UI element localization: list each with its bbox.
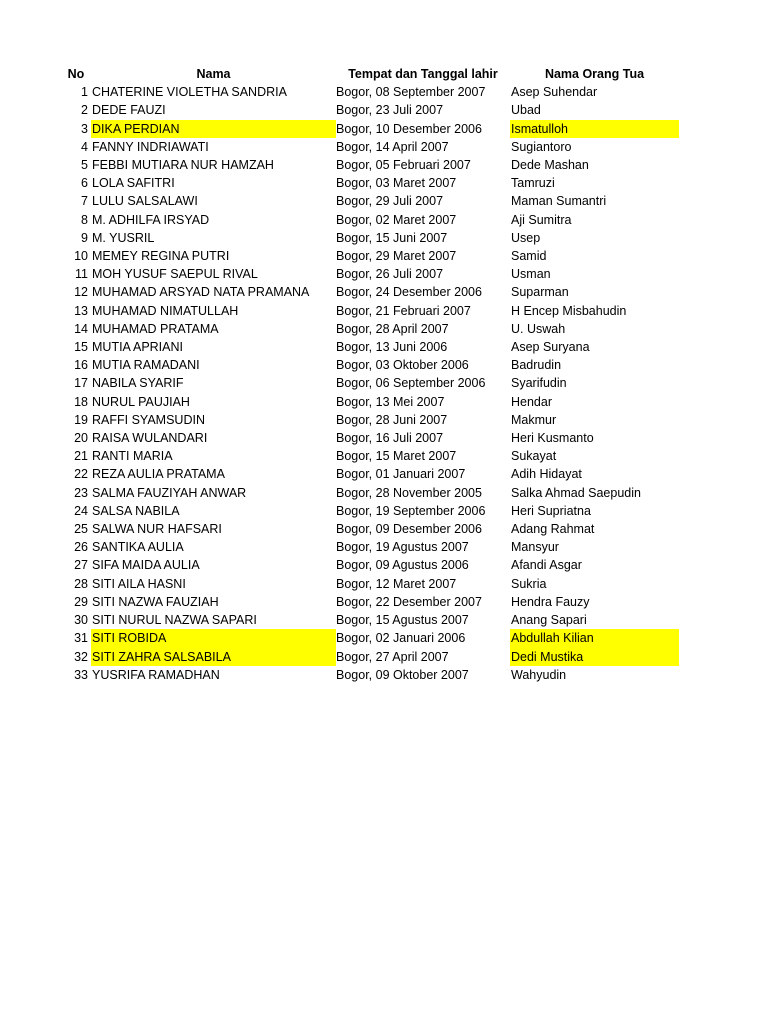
no-cell: 1 [81, 85, 88, 100]
ortu-cell: Wahyudin [511, 667, 567, 682]
table-row [64, 538, 679, 556]
ttl-cell: Bogor, 21 Februari 2007 [336, 303, 471, 318]
ortu-cell: Afandi Asgar [511, 558, 582, 573]
nama-cell: MEMEY REGINA PUTRI [92, 249, 230, 264]
table-row [64, 611, 679, 629]
nama-cell: M. YUSRIL [92, 230, 155, 245]
nama-cell: YUSRIFA RAMADHAN [92, 667, 220, 682]
table-row [64, 174, 679, 192]
table-row [64, 302, 679, 320]
no-cell: 21 [74, 449, 88, 464]
ttl-cell: Bogor, 26 Juli 2007 [336, 267, 444, 282]
nama-cell: SALWA NUR HAFSARI [92, 522, 222, 537]
nama-cell: DEDE FAUZI [92, 103, 166, 118]
ttl-cell: Bogor, 16 Juli 2007 [336, 431, 444, 446]
ortu-cell: Ismatulloh [510, 120, 679, 138]
ortu-cell: H Encep Misbahudin [511, 303, 627, 318]
ortu-cell: Suparman [511, 285, 569, 300]
ttl-cell: Bogor, 05 Februari 2007 [336, 158, 471, 173]
nama-cell: RAFFI SYAMSUDIN [92, 412, 205, 427]
ttl-cell: Bogor, 02 Januari 2006 [336, 631, 466, 646]
ttl-cell: Bogor, 13 Juni 2006 [336, 340, 448, 355]
no-cell: 33 [74, 667, 88, 682]
table-row [64, 247, 679, 265]
nama-cell: MUHAMAD ARSYAD NATA PRAMANA [92, 285, 310, 300]
no-cell: 2 [81, 103, 88, 118]
table-row [64, 502, 679, 520]
table-row [64, 356, 679, 374]
ortu-cell: Adih Hidayat [511, 467, 582, 482]
table-row [64, 338, 679, 356]
nama-cell: CHATERINE VIOLETHA SANDRIA [92, 85, 287, 100]
ttl-cell: Bogor, 06 September 2006 [336, 376, 486, 391]
no-cell: 10 [74, 249, 88, 264]
ortu-cell: Sukayat [511, 449, 557, 464]
ttl-cell: Bogor, 08 September 2007 [336, 85, 486, 100]
ttl-cell: Bogor, 03 Maret 2007 [336, 176, 457, 191]
ttl-cell: Bogor, 09 Agustus 2006 [336, 558, 469, 573]
ortu-cell: Abdullah Kilian [510, 629, 679, 647]
ortu-cell: Anang Sapari [511, 613, 587, 628]
ortu-cell: Dede Mashan [511, 158, 589, 173]
nama-cell: RANTI MARIA [92, 449, 173, 464]
table-row [64, 138, 679, 156]
ttl-cell: Bogor, 28 November 2005 [336, 485, 482, 500]
ortu-cell: Syarifudin [511, 376, 567, 391]
table-row [64, 556, 679, 574]
nama-cell: NURUL PAUJIAH [92, 394, 190, 409]
no-cell: 20 [74, 431, 88, 446]
table-row [64, 429, 679, 447]
table-body [64, 83, 679, 684]
table-row [64, 374, 679, 392]
ttl-cell: Bogor, 19 September 2006 [336, 503, 486, 518]
nama-cell: SANTIKA AULIA [92, 540, 184, 555]
nama-cell: SIFA MAIDA AULIA [92, 558, 200, 573]
ortu-cell: Tamruzi [511, 176, 555, 191]
ttl-cell: Bogor, 02 Maret 2007 [336, 212, 457, 227]
ortu-cell: U. Uswah [511, 321, 566, 336]
table-row [64, 593, 679, 611]
table-row [64, 229, 679, 247]
header-row [64, 65, 679, 83]
nama-cell: SITI ROBIDA [91, 629, 336, 647]
table-row [64, 520, 679, 538]
ttl-cell: Bogor, 10 Desember 2006 [336, 121, 482, 136]
no-cell: 15 [74, 340, 88, 355]
ttl-cell: Bogor, 09 Desember 2006 [336, 522, 482, 537]
no-cell: 11 [75, 267, 88, 282]
student-table [64, 65, 679, 684]
no-cell: 18 [74, 394, 88, 409]
ttl-cell: Bogor, 19 Agustus 2007 [336, 540, 469, 555]
ttl-cell: Bogor, 29 Juli 2007 [336, 194, 444, 209]
nama-cell: LULU SALSALAWI [92, 194, 198, 209]
no-cell: 7 [81, 194, 88, 209]
table-row [64, 393, 679, 411]
no-cell: 16 [74, 358, 88, 373]
nama-cell: MUHAMAD NIMATULLAH [92, 303, 239, 318]
nama-cell: SITI ZAHRA SALSABILA [91, 648, 336, 666]
nama-cell: FANNY INDRIAWATI [92, 139, 209, 154]
ttl-cell: Bogor, 28 Juni 2007 [336, 412, 448, 427]
nama-cell: MUTIA RAMADANI [92, 358, 200, 373]
no-cell: 30 [74, 613, 88, 628]
nama-cell: SITI AILA HASNI [92, 576, 186, 591]
ttl-cell: Bogor, 23 Juli 2007 [336, 103, 444, 118]
table-row [64, 575, 679, 593]
no-cell: 17 [74, 376, 88, 391]
table-row [64, 648, 679, 666]
ortu-cell: Maman Sumantri [511, 194, 607, 209]
ttl-cell: Bogor, 09 Oktober 2007 [336, 667, 469, 682]
no-cell: 23 [74, 485, 88, 500]
ttl-cell: Bogor, 15 Maret 2007 [336, 449, 457, 464]
ttl-cell: Bogor, 15 Juni 2007 [336, 230, 448, 245]
nama-cell: SITI NURUL NAZWA SAPARI [92, 613, 257, 628]
no-cell: 8 [81, 212, 88, 227]
ortu-cell: Makmur [511, 412, 557, 427]
nama-cell: NABILA SYARIF [92, 376, 184, 391]
ttl-cell: Bogor, 24 Desember 2006 [336, 285, 482, 300]
ortu-cell: Heri Kusmanto [511, 431, 594, 446]
table-row [64, 629, 679, 647]
ortu-cell: Usep [511, 230, 541, 245]
ortu-cell: Asep Suhendar [511, 85, 598, 100]
nama-cell: SITI NAZWA FAUZIAH [92, 594, 219, 609]
ortu-cell: Usman [511, 267, 551, 282]
nama-cell: M. ADHILFA IRSYAD [92, 212, 210, 227]
table-row [64, 666, 679, 684]
ttl-cell: Bogor, 03 Oktober 2006 [336, 358, 469, 373]
table-row [64, 83, 679, 101]
nama-cell: SALSA NABILA [92, 503, 180, 518]
ttl-cell: Bogor, 15 Agustus 2007 [336, 613, 469, 628]
ttl-cell: Bogor, 14 April 2007 [336, 139, 449, 154]
ortu-cell: Adang Rahmat [511, 522, 595, 537]
no-cell: 27 [74, 558, 88, 573]
nama-cell: MUTIA APRIANI [92, 340, 183, 355]
nama-cell: LOLA SAFITRI [92, 176, 175, 191]
no-cell: 31 [74, 631, 88, 646]
no-cell: 4 [81, 139, 88, 154]
no-cell: 12 [74, 285, 88, 300]
table-row [64, 411, 679, 429]
ortu-cell: Hendar [511, 394, 552, 409]
header-ttl: Tempat dan Tanggal lahir [348, 67, 498, 81]
ttl-cell: Bogor, 13 Mei 2007 [336, 394, 445, 409]
ttl-cell: Bogor, 27 April 2007 [336, 649, 449, 664]
table-row [64, 283, 679, 301]
ortu-cell: Aji Sumitra [511, 212, 572, 227]
ortu-cell: Badrudin [511, 358, 562, 373]
no-cell: 6 [81, 176, 88, 191]
ortu-cell: Dedi Mustika [510, 648, 679, 666]
table-row [64, 120, 679, 138]
ttl-cell: Bogor, 22 Desember 2007 [336, 594, 482, 609]
no-cell: 13 [74, 303, 88, 318]
no-cell: 5 [81, 158, 88, 173]
no-cell: 14 [74, 321, 88, 336]
ttl-cell: Bogor, 01 Januari 2007 [336, 467, 466, 482]
no-cell: 28 [74, 576, 88, 591]
nama-cell: RAISA WULANDARI [92, 431, 208, 446]
no-cell: 22 [74, 467, 88, 482]
header-no: No [67, 67, 85, 81]
ortu-cell: Ubad [511, 103, 541, 118]
ttl-cell: Bogor, 29 Maret 2007 [336, 249, 457, 264]
ortu-cell: Sugiantoro [511, 139, 572, 154]
no-cell: 29 [74, 594, 88, 609]
nama-cell: FEBBI MUTIARA NUR HAMZAH [92, 158, 274, 173]
ttl-cell: Bogor, 12 Maret 2007 [336, 576, 457, 591]
nama-cell: MUHAMAD PRATAMA [92, 321, 219, 336]
no-cell: 9 [81, 230, 88, 245]
table-row [64, 156, 679, 174]
no-cell: 25 [74, 522, 88, 537]
nama-cell: SALMA FAUZIYAH ANWAR [92, 485, 247, 500]
ortu-cell: Asep Suryana [511, 340, 590, 355]
table-row [64, 211, 679, 229]
ortu-cell: Salka Ahmad Saepudin [511, 485, 641, 500]
ttl-cell: Bogor, 28 April 2007 [336, 321, 449, 336]
ortu-cell: Samid [511, 249, 547, 264]
nama-cell: MOH YUSUF SAEPUL RIVAL [92, 267, 258, 282]
no-cell: 19 [74, 412, 88, 427]
table-row [64, 465, 679, 483]
ortu-cell: Hendra Fauzy [511, 594, 590, 609]
table-row [64, 101, 679, 119]
ortu-cell: Sukria [511, 576, 547, 591]
table-row [64, 447, 679, 465]
ortu-cell: Heri Supriatna [511, 503, 591, 518]
header-ortu: Nama Orang Tua [544, 67, 645, 81]
no-cell: 24 [74, 503, 88, 518]
table-row [64, 484, 679, 502]
table-row [64, 320, 679, 338]
no-cell: 3 [81, 121, 88, 136]
nama-cell: REZA AULIA PRATAMA [92, 467, 225, 482]
header-nama: Nama [196, 67, 231, 81]
nama-cell: DIKA PERDIAN [91, 120, 336, 138]
no-cell: 26 [74, 540, 88, 555]
no-cell: 32 [74, 649, 88, 664]
table-row [64, 192, 679, 210]
ortu-cell: Mansyur [511, 540, 559, 555]
student-list-sheet [64, 65, 679, 684]
table-row [64, 265, 679, 283]
